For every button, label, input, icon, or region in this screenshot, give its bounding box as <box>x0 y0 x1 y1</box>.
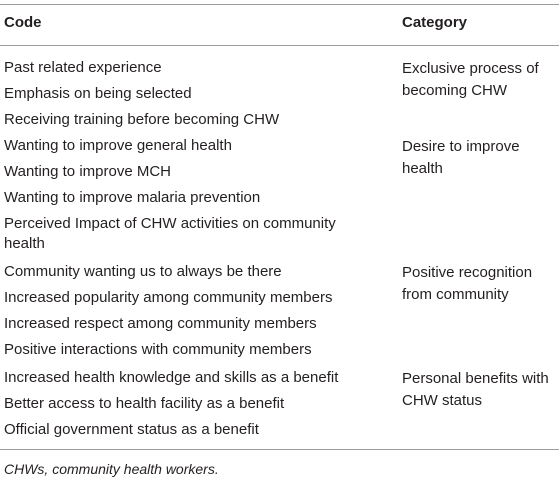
code-list <box>4 368 364 446</box>
table-footnote: CHWs, community health workers. <box>4 461 219 477</box>
category-cell: Exclusive process of becoming CHW <box>402 60 539 99</box>
category-cell: Personal benefits with CHW status <box>402 370 549 409</box>
code-item: Increased health knowledge and skills as a benefit <box>4 369 339 386</box>
code-item: Increased popularity among community members <box>4 289 333 306</box>
code-item: Wanting to improve MCH <box>4 163 171 180</box>
code-item: Wanting to improve malaria prevention <box>4 189 261 206</box>
column-header-code: Code <box>4 14 42 31</box>
code-item: Better access to health facility as a benefit <box>4 395 285 412</box>
code-item: Official government status as a benefit <box>4 421 259 438</box>
code-list <box>4 58 364 136</box>
code-item: Community wanting us to always be there <box>4 263 282 280</box>
category-cell: Desire to improve health <box>402 138 520 177</box>
code-list <box>4 262 364 366</box>
code-item: Perceived Impact of CHW activities on community health <box>4 215 336 252</box>
table-header-rule <box>0 45 559 46</box>
code-item: Wanting to improve general health <box>4 137 232 154</box>
code-item: Increased respect among community members <box>4 315 317 332</box>
code-item: Past related experience <box>4 59 162 76</box>
category-cell: Positive recognition from community <box>402 264 533 303</box>
code-item: Receiving training before becoming CHW <box>4 111 280 128</box>
table-bottom-rule <box>0 449 559 450</box>
column-header-category: Category <box>402 14 468 31</box>
code-item: Emphasis on being selected <box>4 85 192 102</box>
code-item: Positive interactions with community members <box>4 341 312 358</box>
table-top-rule <box>0 4 559 5</box>
code-list <box>4 136 364 260</box>
